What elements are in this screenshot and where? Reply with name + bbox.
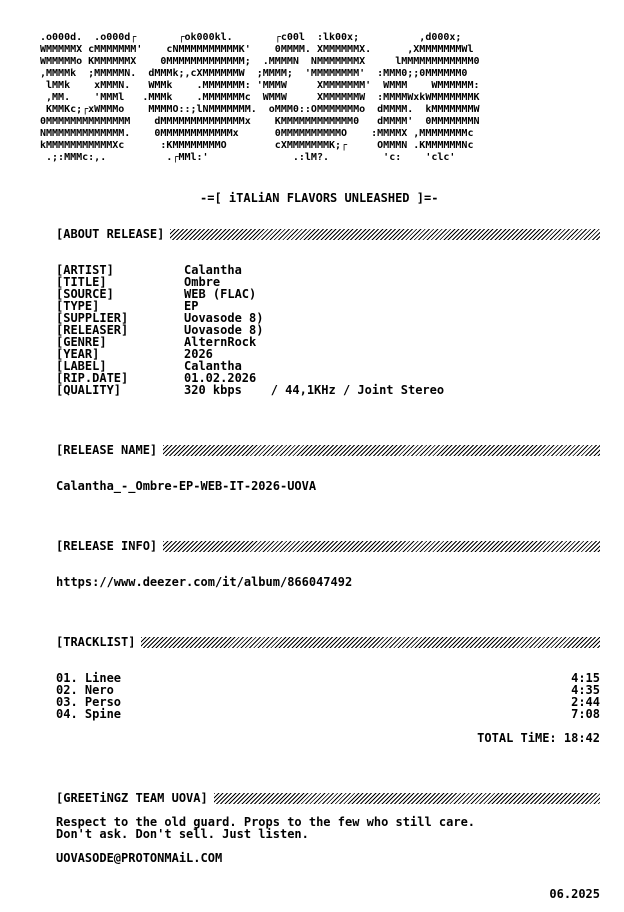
field-value-quality: 320 kbps / 44,1KHz / Joint Stereo xyxy=(184,383,445,397)
ascii-logo-line: WMMMMMo KMMMMMMX 0MMMMMMMMMMMMM; .MMMMN NMMMMMMMX lMMMMMMMMMMMM0 xyxy=(40,56,480,67)
field-value-rip-date: 01.02.2026 xyxy=(184,371,257,385)
release-info-link[interactable]: https://www.deezer.com/it/album/866047492 xyxy=(56,575,353,589)
ascii-logo-line: KMMKc;┌xWMMMo MMMMO::;lNMMMMMMM. oMMM0::OMMMMMMMo dMMMM. kMMMMMMMW xyxy=(40,104,480,115)
track-name: 02. Nero xyxy=(56,683,114,697)
track-name: 04. Spine xyxy=(56,707,122,721)
field-key-rip-date: [RIP.DATE] xyxy=(56,371,129,385)
field-key-supplier: [SUPPLIER] xyxy=(56,311,129,325)
ascii-logo xyxy=(40,32,480,164)
hatch-divider xyxy=(170,229,600,240)
field-key-genre: [GENRE] xyxy=(56,335,107,349)
greeting-line: Don't ask. Don't sell. Just listen. xyxy=(56,827,309,841)
ascii-logo-line: kMMMMMMMMMMMXc :KMMMMMMMMO cXMMMMMMMK;┌ OMMMN .KMMMMMMNc xyxy=(40,140,474,151)
release-name-value: Calantha_-_Ombre-EP-WEB-IT-2026-UOVA xyxy=(56,479,317,493)
ascii-logo-line: lMMk xMMMN. WMMk .MMMMMMM: 'MMMW XMMMMMMM' WMMM WMMMMMM: xyxy=(40,80,480,91)
field-key-quality: [QUALITY] xyxy=(56,383,122,397)
field-key-artist: [ARTIST] xyxy=(56,263,114,277)
track-name: 03. Perso xyxy=(56,695,122,709)
field-value-type: EP xyxy=(184,299,199,313)
tagline: -=[ iTALiAN FLAVORS UNLEASHED ]=- xyxy=(200,191,439,205)
hatch-divider xyxy=(163,445,600,456)
field-key-year: [YEAR] xyxy=(56,347,100,361)
section-title: [ABOUT RELEASE] xyxy=(56,227,165,241)
section-header-about xyxy=(56,227,600,241)
field-key-title: [TITLE] xyxy=(56,275,107,289)
track-name: 01. Linee xyxy=(56,671,122,685)
hatch-divider xyxy=(141,637,600,648)
footer-date: 06.2025 xyxy=(549,887,600,901)
track-time: 2:44 xyxy=(571,695,600,709)
field-key-releaser: [RELEASER] xyxy=(56,323,129,337)
section-header-tracklist xyxy=(56,635,600,649)
ascii-logo-line: ,MMMMk ;MMMMMN. dMMMk;,cXMMMMMMW ;MMMM; 'MMMMMMMM' :MMM0;;0MMMMMM0 xyxy=(40,68,468,79)
field-key-source: [SOURCE] xyxy=(56,287,114,301)
section-header-greetings xyxy=(56,791,600,805)
ascii-logo-line: 0MMMMMMMMMMMMMM dMMMMMMMMMMMMMMx KMMMMMMMMMMMM0 dMMMM' 0MMMMMMMN xyxy=(40,116,480,127)
section-header-release-info xyxy=(56,539,600,553)
track-time: 4:35 xyxy=(571,683,600,697)
hatch-divider xyxy=(214,793,600,804)
field-key-type: [TYPE] xyxy=(56,299,100,313)
contact-email[interactable]: UOVASODE@PROTONMAiL.COM xyxy=(56,851,223,865)
section-title: [RELEASE INFO] xyxy=(56,539,158,553)
field-value-genre: AlternRock xyxy=(184,335,257,349)
field-value-releaser: Uovasode 8) xyxy=(184,323,264,337)
track-time: 7:08 xyxy=(571,707,600,721)
ascii-logo-line: WMMMMMX cMMMMMMM' cNMMMMMMMMMMK' 0MMMM. XMMMMMMX. ,XMMMMMMMWl xyxy=(40,44,474,55)
hatch-divider xyxy=(163,541,600,552)
ascii-logo-line: .o000d. .o000d┌ ┌ok000kl. ┌c00l :lk00x; ,d000x; xyxy=(40,32,462,43)
field-key-label: [LABEL] xyxy=(56,359,107,373)
total-time: TOTAL TiME: 18:42 xyxy=(477,731,600,745)
field-value-supplier: Uovasode 8) xyxy=(184,311,264,325)
greeting-line: Respect to the old guard. Props to the few who still care. xyxy=(56,815,476,829)
field-value-title: Ombre xyxy=(184,275,221,289)
track-time: 4:15 xyxy=(571,671,600,685)
ascii-logo-line: ,MM. 'MMMl .MMMk .MMMMMMMc WMMW XMMMMMMW :MMMMWxkWMMMMMMMK xyxy=(40,92,480,103)
section-header-release-name xyxy=(56,443,600,457)
field-value-label: Calantha xyxy=(184,359,242,373)
section-title: [RELEASE NAME] xyxy=(56,443,158,457)
section-title: [TRACKLIST] xyxy=(56,635,136,649)
field-value-year: 2026 xyxy=(184,347,213,361)
field-value-source: WEB (FLAC) xyxy=(184,287,257,301)
section-title: [GREETiNGZ TEAM UOVA] xyxy=(56,791,208,805)
ascii-logo-line: NMMMMMMMMMMMMM. 0MMMMMMMMMMMMx 0MMMMMMMMMMO :MMMMX ,MMMMMMMMc xyxy=(40,128,474,139)
ascii-logo-line: .;:MMMc:,. .┌MMl:' .:lM?. 'c: 'clc' xyxy=(40,152,456,163)
field-value-artist: Calantha xyxy=(184,263,242,277)
